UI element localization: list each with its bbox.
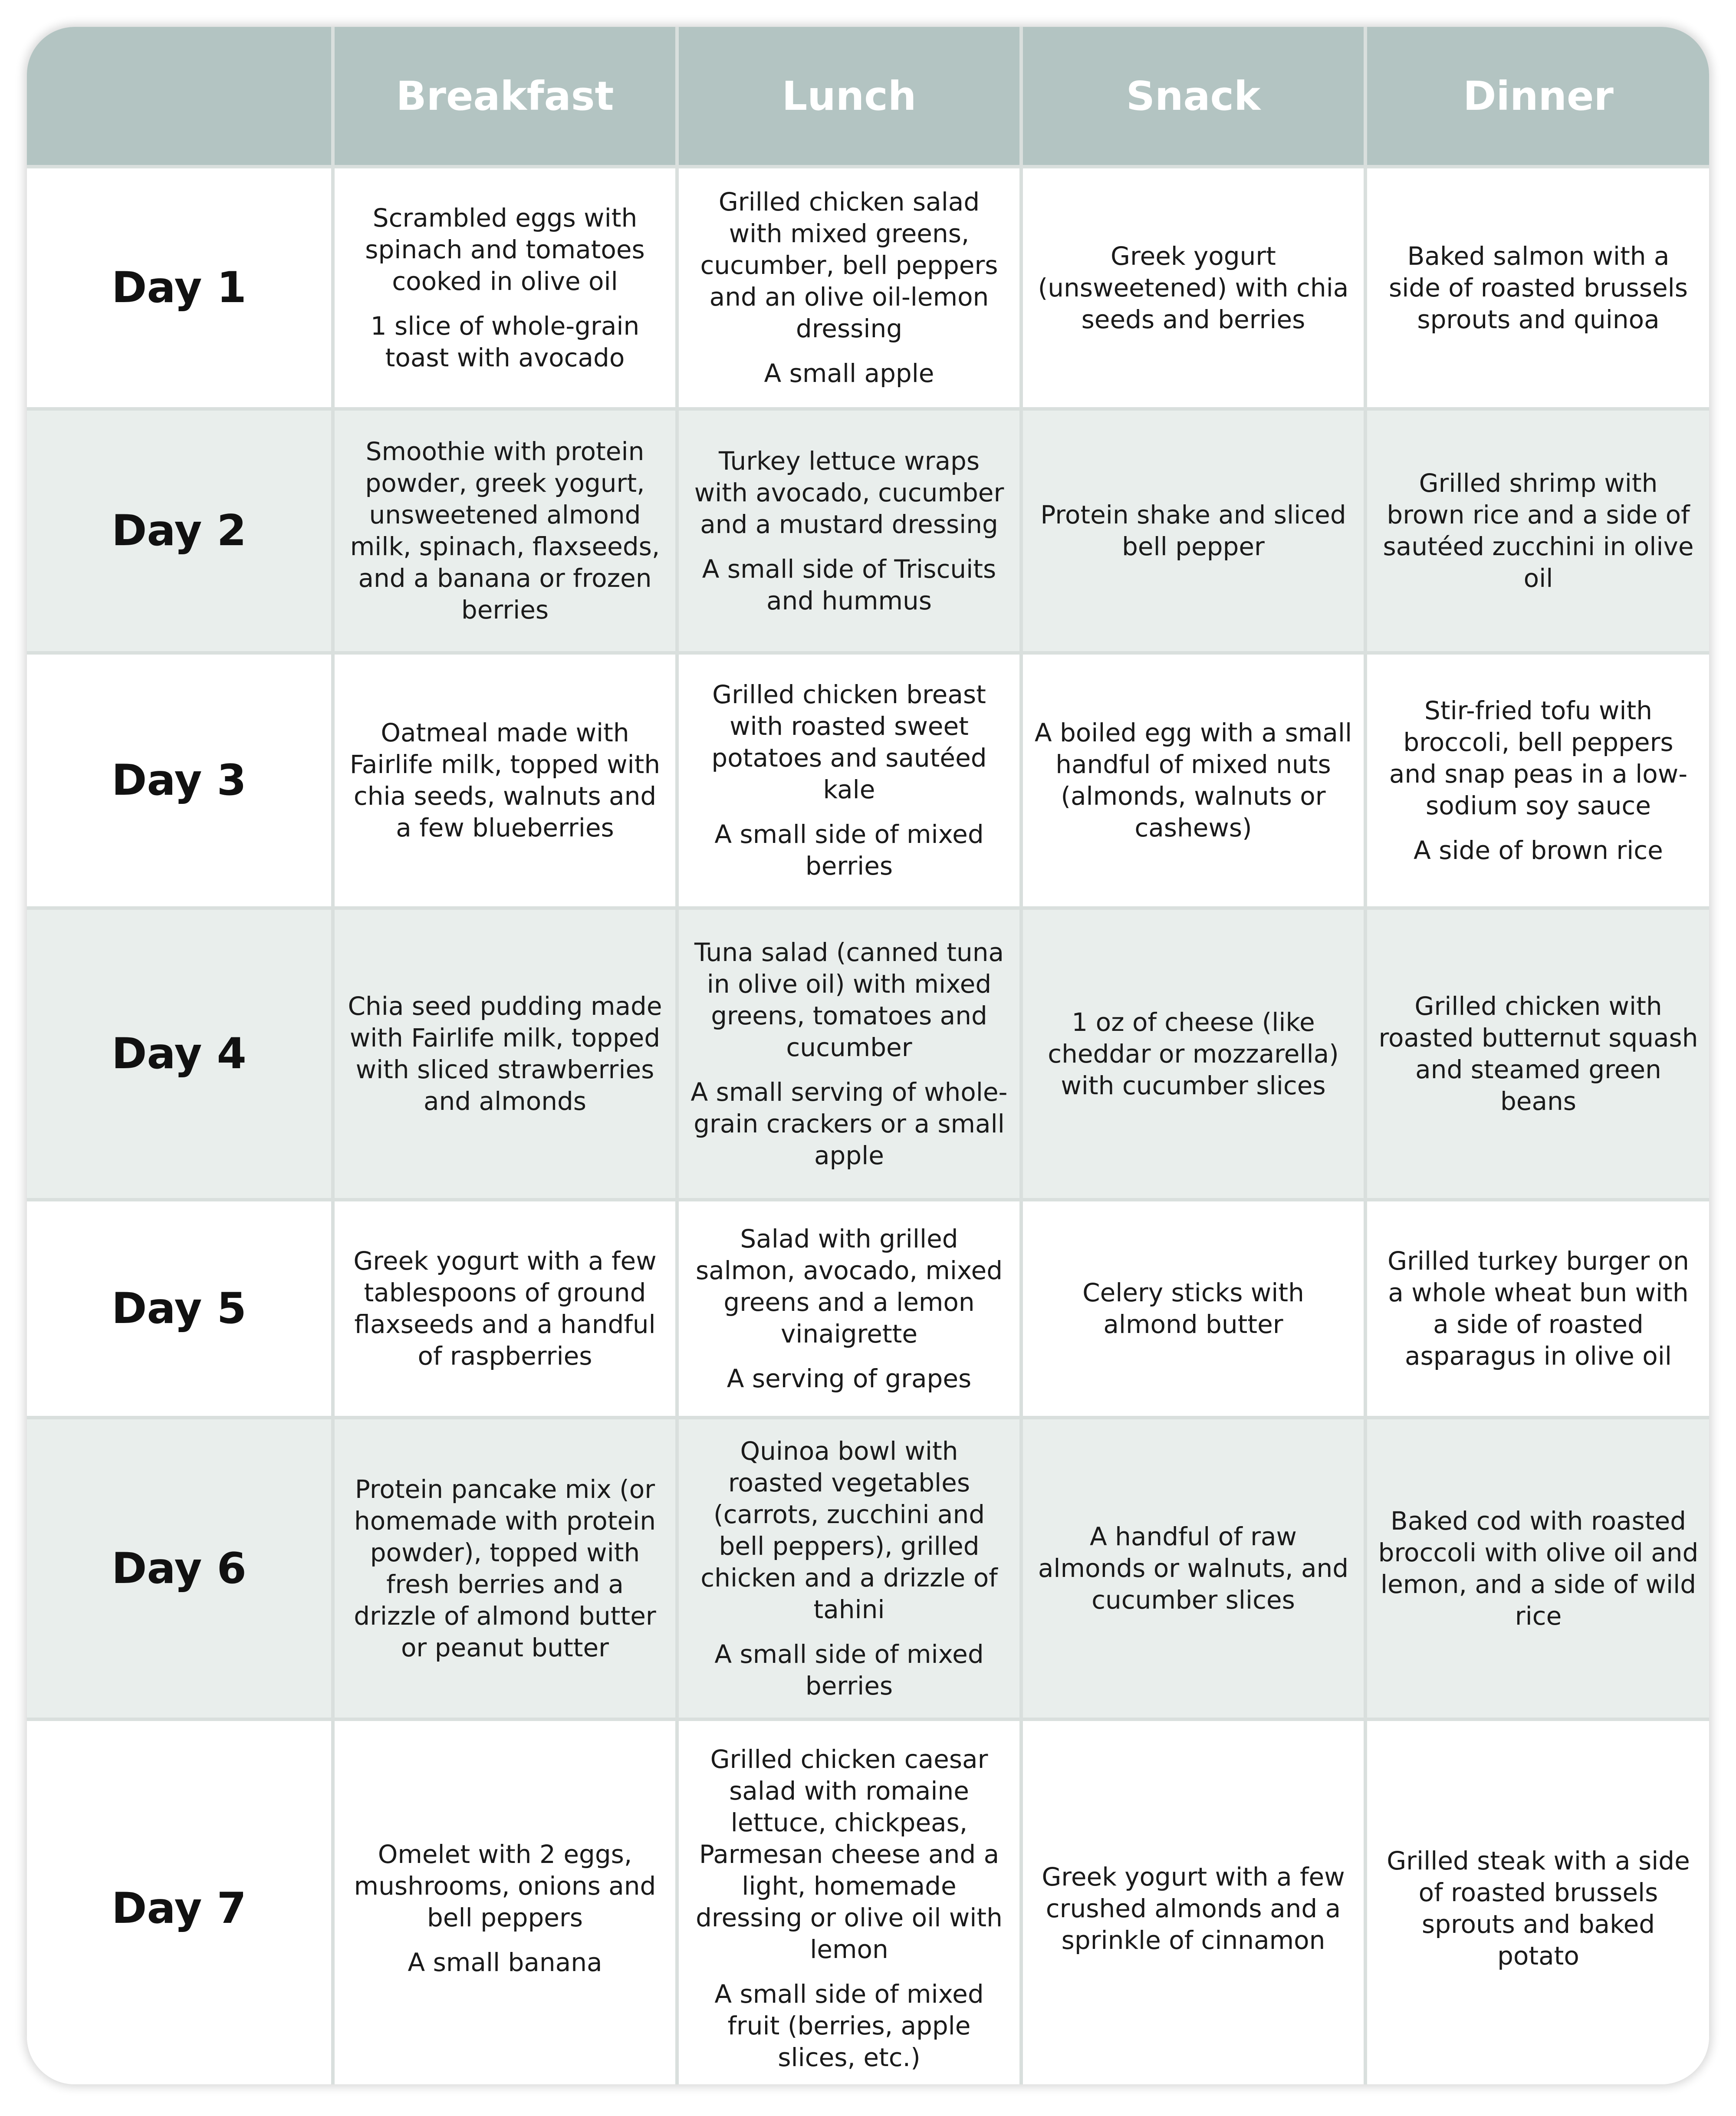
column-header-breakfast: Breakfast bbox=[333, 27, 677, 167]
lunch-cell bbox=[677, 1719, 1021, 2084]
day-label: Day 6 bbox=[27, 1418, 333, 1719]
dinner-cell bbox=[1365, 653, 1709, 908]
lunch-item-text: A small side of mixed berries bbox=[714, 819, 984, 881]
dinner-item-text: Baked salmon with a side of roasted brussels sprouts and quinoa bbox=[1389, 241, 1688, 334]
snack-cell bbox=[1021, 653, 1365, 908]
snack-item-text: 1 oz of cheese (like cheddar or mozzarella) with cucumber slices bbox=[1048, 1007, 1339, 1100]
lunch-item-text: Tuna salad (canned tuna in olive oil) with mixed greens, tomatoes and cucumber bbox=[694, 937, 1004, 1062]
lunch-cell bbox=[677, 1200, 1021, 1418]
snack-item-text: Protein shake and sliced bell pepper bbox=[1040, 500, 1346, 561]
column-header-dinner: Dinner bbox=[1365, 27, 1709, 167]
table-row bbox=[27, 409, 1709, 653]
header-row bbox=[27, 27, 1709, 167]
lunch-item-text: A small apple bbox=[764, 359, 934, 388]
lunch-item-text: Turkey lettuce wraps with avocado, cucumber and a mustard dressing bbox=[694, 446, 1004, 539]
meal-plan-table bbox=[27, 27, 1709, 2084]
snack-item-text: Greek yogurt (unsweetened) with chia seeds and berries bbox=[1038, 241, 1349, 334]
breakfast-item-text: Omelet with 2 eggs, mushrooms, onions and bell peppers bbox=[354, 1840, 656, 1932]
snack-item-text: Greek yogurt with a few crushed almonds and a sprinkle of cinnamon bbox=[1042, 1862, 1345, 1955]
dinner-item-text: Grilled turkey burger on a whole wheat bun with a side of roasted asparagus in olive oil bbox=[1387, 1246, 1689, 1371]
lunch-item-text: Quinoa bowl with roasted vegetables (carrots, zucchini and bell peppers), grilled chicken and a drizzle of tahini bbox=[700, 1436, 998, 1624]
snack-cell bbox=[1021, 1200, 1365, 1418]
breakfast-item-text: Greek yogurt with a few tablespoons of ground flaxseeds and a handful of raspberries bbox=[353, 1246, 657, 1371]
lunch-item-text: Grilled chicken caesar salad with romaine lettuce, chickpeas, Parmesan cheese and a light, homemade dressing or olive oil with lemon bbox=[696, 1744, 1003, 1964]
column-header-snack: Snack bbox=[1021, 27, 1365, 167]
table-row bbox=[27, 167, 1709, 409]
day-label: Day 1 bbox=[27, 167, 333, 409]
meal-plan-card bbox=[27, 27, 1709, 2084]
dinner-cell bbox=[1365, 1719, 1709, 2084]
lunch-item-text: A serving of grapes bbox=[727, 1363, 972, 1393]
lunch-cell bbox=[677, 409, 1021, 653]
dinner-cell bbox=[1365, 167, 1709, 409]
table-row bbox=[27, 1719, 1709, 2084]
breakfast-cell bbox=[333, 1200, 677, 1418]
breakfast-cell bbox=[333, 653, 677, 908]
breakfast-item-text: Smoothie with protein powder, greek yogurt, unsweetened almond milk, spinach, flaxseeds, and a banana or frozen berries bbox=[350, 437, 660, 625]
lunch-cell bbox=[677, 167, 1021, 409]
breakfast-cell bbox=[333, 1719, 677, 2084]
day-label: Day 3 bbox=[27, 653, 333, 908]
dinner-cell bbox=[1365, 1200, 1709, 1418]
lunch-item-text: Grilled chicken breast with roasted sweet potatoes and sautéed kale bbox=[711, 680, 987, 804]
dinner-item-text: Grilled steak with a side of roasted brussels sprouts and baked potato bbox=[1387, 1846, 1690, 1971]
dinner-item-text: A side of brown rice bbox=[1414, 835, 1663, 865]
lunch-item-text: A small side of Triscuits and hummus bbox=[702, 554, 996, 615]
breakfast-item-text: Chia seed pudding made with Fairlife milk, topped with sliced strawberries and almonds bbox=[348, 991, 662, 1116]
dinner-cell bbox=[1365, 409, 1709, 653]
day-label: Day 2 bbox=[27, 409, 333, 653]
lunch-item-text: A small serving of whole-grain crackers or a small apple bbox=[690, 1077, 1008, 1170]
snack-cell bbox=[1021, 908, 1365, 1200]
dinner-item-text: Grilled chicken with roasted butternut squash and steamed green beans bbox=[1378, 991, 1698, 1116]
day-label: Day 4 bbox=[27, 908, 333, 1200]
lunch-item-text: Grilled chicken salad with mixed greens, cucumber, bell peppers and an olive oil-lemon dressing bbox=[700, 187, 998, 343]
breakfast-item-text: Scrambled eggs with spinach and tomatoes cooked in olive oil bbox=[365, 203, 645, 296]
table-row bbox=[27, 1200, 1709, 1418]
lunch-cell bbox=[677, 1418, 1021, 1719]
breakfast-cell bbox=[333, 167, 677, 409]
breakfast-item-text: Oatmeal made with Fairlife milk, topped with chia seeds, walnuts and a few blueberries bbox=[349, 718, 661, 842]
snack-item-text: A handful of raw almonds or walnuts, and cucumber slices bbox=[1038, 1522, 1349, 1615]
snack-cell bbox=[1021, 1418, 1365, 1719]
snack-item-text: Celery sticks with almond butter bbox=[1082, 1278, 1304, 1339]
dinner-cell bbox=[1365, 1418, 1709, 1719]
lunch-cell bbox=[677, 653, 1021, 908]
table-row bbox=[27, 1418, 1709, 1719]
day-label: Day 7 bbox=[27, 1719, 333, 2084]
corner-header bbox=[27, 27, 333, 167]
breakfast-item-text: Protein pancake mix (or homemade with protein powder), topped with fresh berries and a drizzle of almond butter or peanut butter bbox=[354, 1474, 656, 1662]
breakfast-cell bbox=[333, 409, 677, 653]
table-row bbox=[27, 908, 1709, 1200]
table-row bbox=[27, 653, 1709, 908]
lunch-cell bbox=[677, 908, 1021, 1200]
dinner-item-text: Grilled shrimp with brown rice and a side of sautéed zucchini in olive oil bbox=[1383, 468, 1694, 593]
day-label: Day 5 bbox=[27, 1200, 333, 1418]
snack-cell bbox=[1021, 409, 1365, 653]
dinner-item-text: Baked cod with roasted broccoli with olive oil and lemon, and a side of wild rice bbox=[1378, 1506, 1699, 1631]
breakfast-item-text: 1 slice of whole-grain toast with avocado bbox=[370, 311, 640, 372]
column-header-lunch: Lunch bbox=[677, 27, 1021, 167]
dinner-item-text: Stir-fried tofu with broccoli, bell peppers and snap peas in a low-sodium soy sauce bbox=[1389, 695, 1688, 820]
lunch-item-text: A small side of mixed fruit (berries, apple slices, etc.) bbox=[714, 1979, 984, 2072]
snack-cell bbox=[1021, 167, 1365, 409]
lunch-item-text: Salad with grilled salmon, avocado, mixed greens and a lemon vinaigrette bbox=[695, 1224, 1003, 1349]
lunch-item-text: A small side of mixed berries bbox=[714, 1639, 984, 1701]
breakfast-cell bbox=[333, 908, 677, 1200]
breakfast-item-text: A small banana bbox=[408, 1948, 602, 1977]
snack-cell bbox=[1021, 1719, 1365, 2084]
dinner-cell bbox=[1365, 908, 1709, 1200]
breakfast-cell bbox=[333, 1418, 677, 1719]
snack-item-text: A boiled egg with a small handful of mixed nuts (almonds, walnuts or cashews) bbox=[1034, 718, 1352, 842]
